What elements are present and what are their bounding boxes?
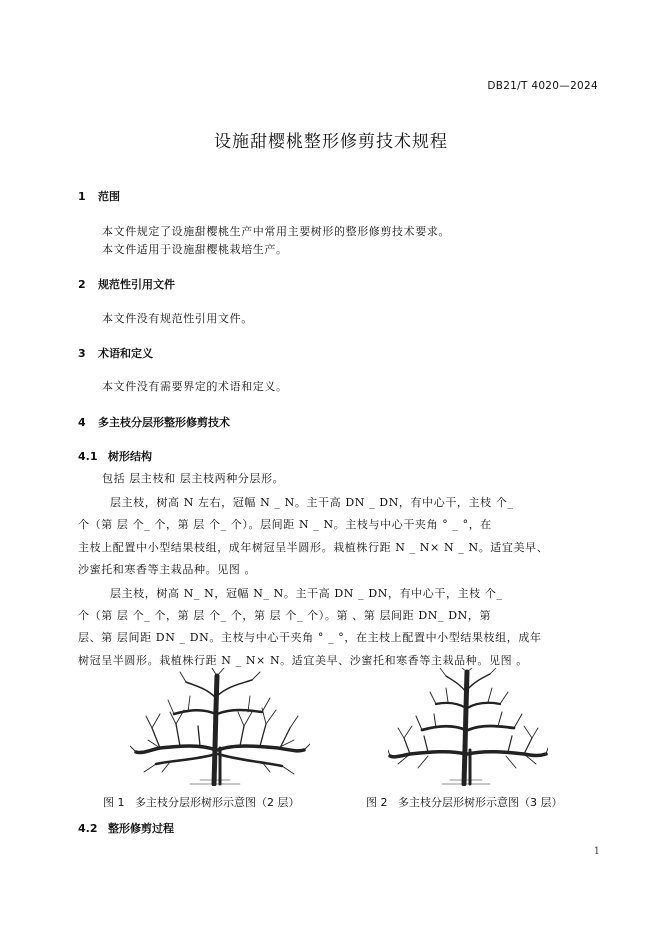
section-3-heading bbox=[78, 345, 153, 361]
para1-line: 沙蜜托和寒香等主栽品种。见图 。 bbox=[78, 563, 257, 576]
section-title: 术语和定义 bbox=[98, 347, 153, 360]
section-title: 范围 bbox=[98, 190, 120, 203]
section-number: 1 bbox=[78, 190, 86, 203]
tree-three-layer-drawing bbox=[388, 668, 548, 786]
section-title: 多主枝分层形整形修剪技术 bbox=[98, 416, 230, 429]
subsection-number: 4.2 bbox=[78, 822, 98, 835]
page-number: 1 bbox=[593, 846, 600, 857]
para2-line: 个（第 层 个_ 个，第 层 个_ 个，第 层 个_ 个）。第 、第 层间距 DN_ DN，第 bbox=[78, 609, 492, 622]
paragraph: 本文件没有需要界定的术语和定义。 bbox=[102, 380, 288, 393]
subsection-4-1-heading bbox=[78, 448, 152, 464]
para2-line: 层主枝，树高 N_ N，冠幅 N_ N。主干高 DN _ DN，有中心干，主枝 个_ bbox=[110, 587, 503, 600]
section-number: 3 bbox=[78, 347, 86, 360]
para2-line: 树冠呈半圆形。栽植株行距 N _ N× N。适宜美早、沙蜜托和寒香等主栽品种。见图 。 bbox=[78, 654, 528, 667]
subsection-number: 4.1 bbox=[78, 450, 98, 463]
figure-caption-text: 多主枝分层形树形示意图（2 层） bbox=[135, 796, 300, 809]
paragraph: 本文件规定了设施甜樱桃生产中常用主要树形的整形修剪技术要求。 bbox=[102, 225, 450, 238]
subsection-4-2-heading bbox=[78, 820, 174, 836]
paragraph: 本文件适用于设施甜樱桃栽培生产。 bbox=[102, 243, 288, 256]
section-2-heading bbox=[78, 276, 175, 292]
standard-number: DB21/T 4020—2024 bbox=[487, 80, 598, 92]
figure-1-caption bbox=[103, 794, 300, 810]
figure-label: 图 1 bbox=[103, 796, 125, 809]
intro-paragraph: 包括 层主枝和 层主枝两种分层形。 bbox=[102, 472, 285, 485]
para1-line: 个（第 层 个_ 个，第 层 个_ 个）。层间距 N _ N。主枝与中心干夹角 ° _ °，在 bbox=[78, 518, 492, 531]
section-4-heading bbox=[78, 414, 230, 430]
para1-line: 主枝上配置中小型结果枝组，成年树冠呈半圆形。栽植株行距 N _ N× N _ N。适宜美早、 bbox=[78, 541, 549, 554]
section-1-heading bbox=[78, 188, 120, 204]
paragraph: 本文件没有规范性引用文件。 bbox=[102, 312, 253, 325]
tree-two-layer-drawing bbox=[130, 668, 310, 786]
para1-line: 层主枝，树高 N 左右，冠幅 N _ N。主干高 DN _ DN，有中心干，主枝 个_ bbox=[110, 496, 514, 509]
section-title: 规范性引用文件 bbox=[98, 278, 175, 291]
section-number: 2 bbox=[78, 278, 86, 291]
figure-2-caption bbox=[366, 794, 563, 810]
section-number: 4 bbox=[78, 416, 86, 429]
document-title: 设施甜樱桃整形修剪技术规程 bbox=[214, 132, 448, 152]
figure-caption-text: 多主枝分层形树形示意图（3 层） bbox=[398, 796, 563, 809]
subsection-title: 整形修剪过程 bbox=[108, 822, 174, 835]
subsection-title: 树形结构 bbox=[108, 450, 152, 463]
figure-label: 图 2 bbox=[366, 796, 388, 809]
para2-line: 层、第 层间距 DN _ DN。主枝与中心干夹角 ° _ °，在主枝上配置中小型结果枝组，成年 bbox=[78, 631, 542, 644]
